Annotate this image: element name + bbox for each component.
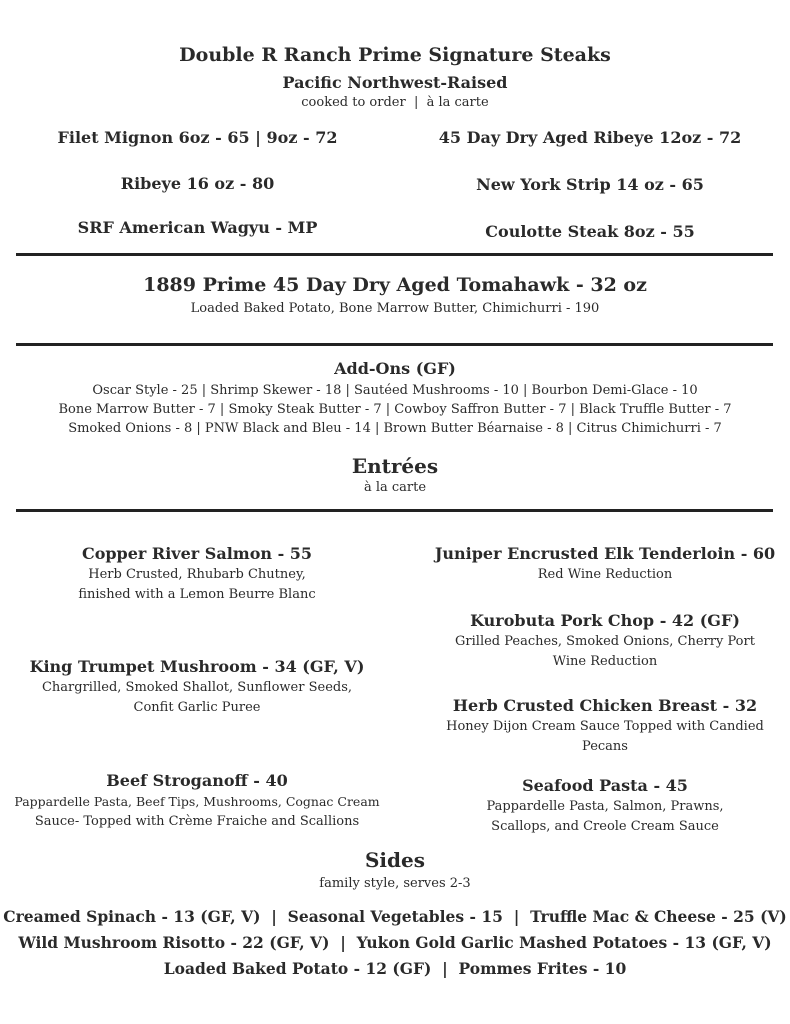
sides-title: Sides (364, 848, 425, 872)
entree-desc: Confit Garlic Puree (133, 700, 261, 715)
entree-item (420, 695, 790, 757)
entree-desc: Pappardelle Pasta, Beef Tips, Mushrooms, Cognac Cream (14, 794, 380, 809)
steak-item: 45 Day Dry Aged Ribeye 12oz - 72 (438, 128, 742, 147)
tomahawk-title: 1889 Prime 45 Day Dry Aged Tomahawk - 32 oz (143, 274, 647, 296)
entree-title: King Trumpet Mushroom - 34 (GF, V) (29, 657, 365, 676)
entrees-title: Entrées (351, 454, 439, 478)
menu-note: cooked to order | à la carte (301, 95, 489, 110)
section-divider (16, 343, 773, 346)
addons-line: Bone Marrow Butter - 7 | Smoky Steak Butter - 7 | Cowboy Saffron Butter - 7 | Black Truffle Butter - 7 (58, 402, 732, 417)
section-divider (16, 253, 773, 256)
entree-desc: Scallops, and Creole Cream Sauce (491, 819, 719, 834)
entree-desc: finished with a Lemon Beurre Blanc (78, 587, 316, 602)
steak-item: SRF American Wagyu - MP (77, 218, 318, 237)
entree-item (12, 656, 382, 718)
steak-item: Filet Mignon 6oz - 65 | 9oz - 72 (57, 128, 338, 147)
addons-title: Add-Ons (GF) (334, 359, 456, 378)
section-divider (16, 509, 773, 512)
sides-line: Wild Mushroom Risotto - 22 (GF, V) | Yukon Gold Garlic Mashed Potatoes - 13 (GF, V) (18, 933, 772, 952)
entree-title: Beef Stroganoff - 40 (106, 771, 288, 790)
entree-desc: Red Wine Reduction (537, 567, 673, 582)
entree-desc: Sauce- Topped with Crème Fraiche and Scallions (34, 814, 360, 829)
entree-item (420, 775, 790, 837)
menu-subtitle: Pacific Northwest-Raised (282, 73, 508, 92)
steak-item: Coulotte Steak 8oz - 55 (485, 222, 695, 241)
sides-line: Loaded Baked Potato - 12 (GF) | Pommes Frites - 10 (163, 959, 627, 978)
entree-title: Seafood Pasta - 45 (522, 776, 688, 795)
entree-desc: Grilled Peaches, Smoked Onions, Cherry Port (455, 634, 755, 649)
entree-item (12, 543, 382, 605)
addons-line: Smoked Onions - 8 | PNW Black and Bleu - 14 | Brown Butter Béarnaise - 8 | Citrus Chimichurri - 7 (68, 421, 722, 436)
entree-desc: Pappardelle Pasta, Salmon, Prawns, (486, 799, 724, 814)
entree-item (420, 543, 790, 585)
entree-title: Juniper Encrusted Elk Tenderloin - 60 (434, 544, 776, 563)
sides-note: family style, serves 2-3 (319, 876, 471, 891)
entree-title: Copper River Salmon - 55 (81, 544, 313, 563)
menu-title: Double R Ranch Prime Signature Steaks (179, 44, 611, 66)
entree-item (420, 610, 790, 672)
entree-item (12, 770, 382, 832)
entree-desc: Chargrilled, Smoked Shallot, Sunflower Seeds, (41, 680, 353, 695)
tomahawk-desc: Loaded Baked Potato, Bone Marrow Butter, Chimichurri - 190 (190, 301, 600, 316)
steak-item: New York Strip 14 oz - 65 (476, 175, 704, 194)
entrees-note: à la carte (363, 480, 427, 495)
entree-desc: Herb Crusted, Rhubarb Chutney, (88, 567, 306, 582)
entree-title: Kurobuta Pork Chop - 42 (GF) (470, 611, 740, 630)
addons-line: Oscar Style - 25 | Shrimp Skewer - 18 | Sautéed Mushrooms - 10 | Bourbon Demi-Glace - 10 (92, 383, 698, 398)
entree-desc: Pecans (582, 739, 628, 754)
entree-desc: Honey Dijon Cream Sauce Topped with Candied (446, 719, 764, 734)
entree-desc: Wine Reduction (552, 654, 658, 669)
steak-item: Ribeye 16 oz - 80 (120, 174, 275, 193)
sides-line: Creamed Spinach - 13 (GF, V) | Seasonal Vegetables - 15 | Truffle Mac & Cheese - 25 (V) (3, 907, 787, 926)
entree-title: Herb Crusted Chicken Breast - 32 (452, 696, 758, 715)
